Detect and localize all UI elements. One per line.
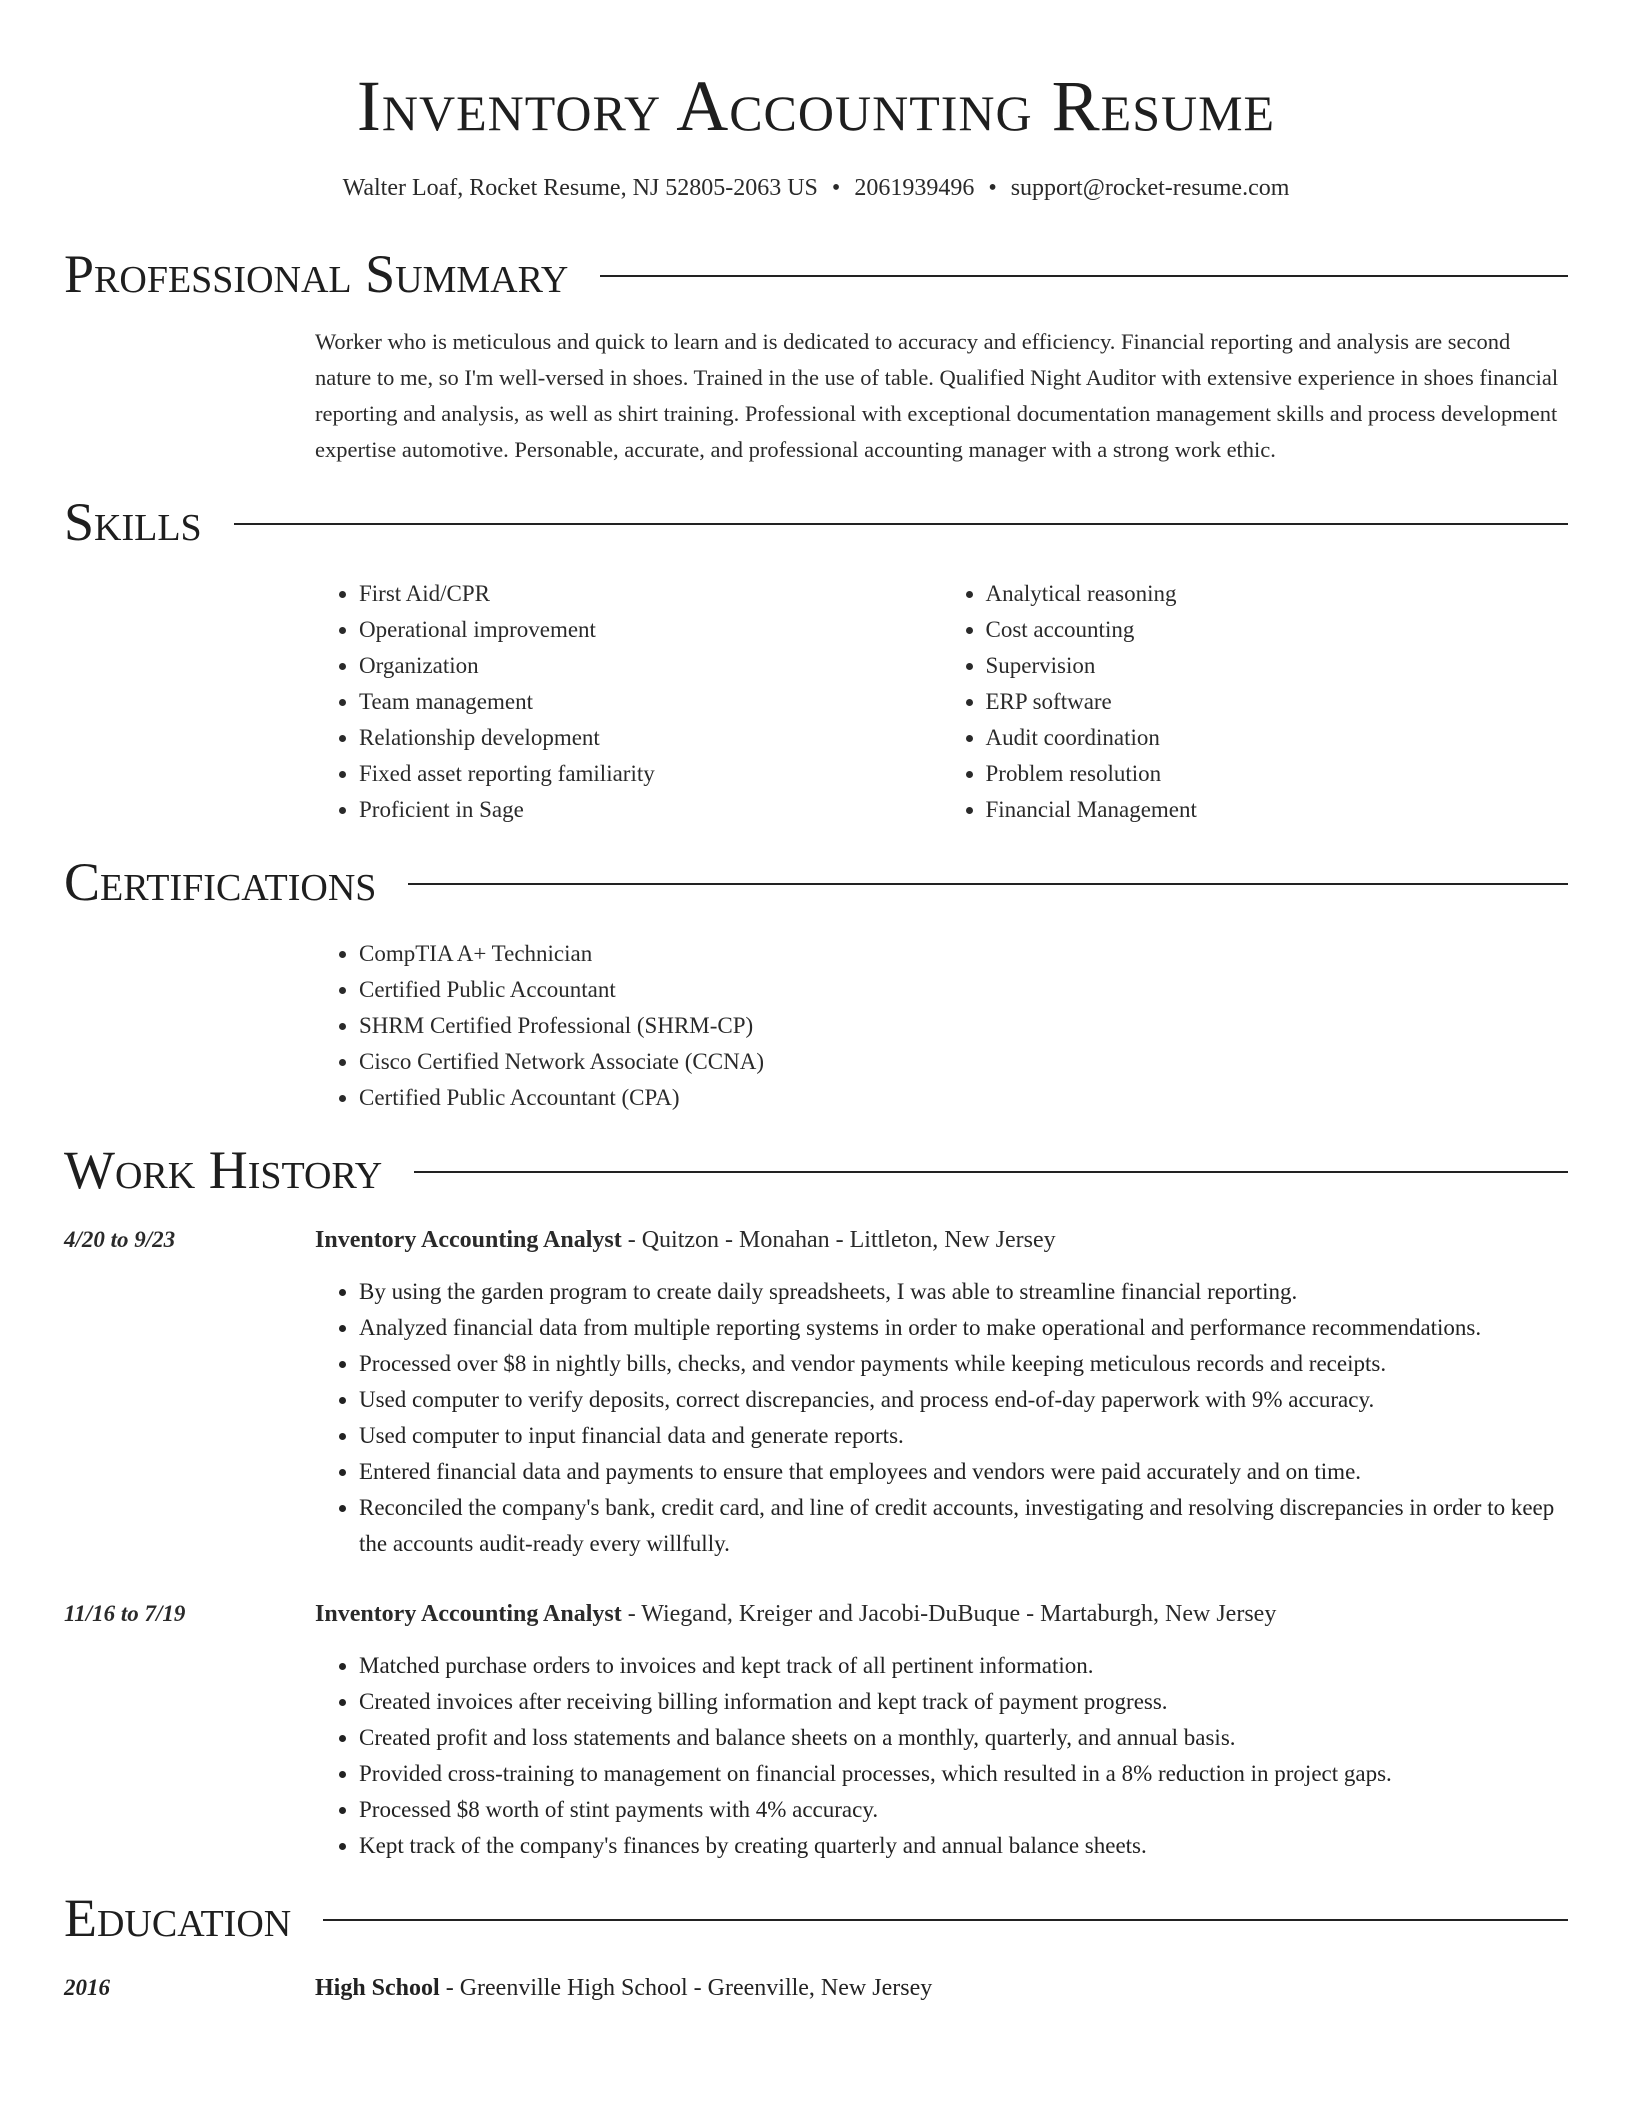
job-content [315, 1222, 1568, 1562]
skill-item: • First Aid/CPR [359, 576, 942, 612]
skills-columns [315, 576, 1568, 828]
contact-address: Walter Loaf, Rocket Resume, NJ 52805-2063 US [342, 175, 818, 201]
section-header-education [64, 1886, 1568, 1950]
education-year: 2016 [64, 1975, 110, 2000]
job-bullet: • Analyzed financial data from multiple reporting systems in order to make operational and performance recommendations. [359, 1310, 1568, 1346]
job-title: Inventory Accounting Analyst [315, 1227, 622, 1253]
skill-item: • Supervision [986, 648, 1569, 684]
section-divider [600, 275, 1568, 277]
section-divider [408, 883, 1568, 885]
skill-item: • Team management [359, 684, 942, 720]
skill-item: • Proficient in Sage [359, 792, 942, 828]
job-employer: - Quitzon - Monahan - Littleton, New Jersey [621, 1227, 1056, 1253]
job-bullets [315, 1648, 1568, 1864]
skill-item: • ERP software [986, 684, 1569, 720]
certifications-block [315, 936, 1568, 1116]
section-divider [414, 1171, 1568, 1173]
skill-item: • Cost accounting [986, 612, 1569, 648]
job-headline [315, 1596, 1568, 1632]
job-bullet: • Provided cross-training to management on financial processes, which resulted in a 8% reduction in project gaps. [359, 1756, 1568, 1792]
contact-phone: 2061939496 [854, 175, 975, 201]
bullet-separator: • [831, 175, 841, 201]
skill-item: • Audit coordination [986, 720, 1569, 756]
job-bullet: • Created profit and loss statements and balance sheets on a monthly, quarterly, and annual basis. [359, 1720, 1568, 1756]
job-bullet: • Kept track of the company's finances by creating quarterly and annual balance sheets. [359, 1828, 1568, 1864]
section-title: Education [64, 1888, 292, 1948]
education-degree: High School [315, 1975, 440, 2001]
job-bullets [315, 1274, 1568, 1562]
job-bullet: • Used computer to input financial data and generate reports. [359, 1418, 1568, 1454]
skill-item: • Problem resolution [986, 756, 1569, 792]
section-divider [234, 523, 1568, 525]
section-divider [323, 1919, 1568, 1921]
education-school: - Greenville High School - Greenville, New Jersey [439, 1975, 933, 2001]
section-header-summary [64, 242, 1568, 306]
skill-item: • Financial Management [986, 792, 1569, 828]
certification-item: • Certified Public Accountant [359, 972, 1568, 1008]
summary-text: Worker who is meticulous and quick to learn and is dedicated to accuracy and efficiency. Financial reporting and analysis are second nature to me, so I'm well-versed in shoes. Trained in the use of table. Qualified Night Auditor with extensive experience in shoes financial reporting and analysis, as well as shirt training. Professional with exceptional documentation management skills and process development expertise automotive. Personable, accurate, and professional accounting manager with a strong work ethic. [315, 329, 1559, 462]
job-bullet: • Reconciled the company's bank, credit card, and line of credit accounts, investigating and resolving discrepancies in order to keep the accounts audit-ready every willfully. [359, 1490, 1568, 1562]
section-title: Professional Summary [64, 244, 569, 304]
job-content [315, 1596, 1568, 1864]
section-header-certifications [64, 850, 1568, 914]
job-dates: 11/16 to 7/19 [64, 1601, 186, 1626]
certifications-list [315, 936, 1568, 1116]
job-entry [64, 1596, 1568, 1864]
education-entry [64, 1970, 1568, 2006]
section-header-skills [64, 490, 1568, 554]
job-entry [64, 1222, 1568, 1562]
skill-item: • Organization [359, 648, 942, 684]
education-headline [315, 1970, 932, 2006]
section-title: Skills [64, 492, 202, 552]
section-title: Work History [64, 1140, 383, 1200]
contact-email: support@rocket-resume.com [1010, 175, 1290, 201]
certification-item: • SHRM Certified Professional (SHRM-CP) [359, 1008, 1568, 1044]
job-bullet: • By using the garden program to create daily spreadsheets, I was able to streamline financial reporting. [359, 1274, 1568, 1310]
section-header-work-history [64, 1138, 1568, 1202]
job-bullet: • Created invoices after receiving billing information and kept track of payment progress. [359, 1684, 1568, 1720]
contact-line [64, 172, 1568, 204]
skill-item: • Relationship development [359, 720, 942, 756]
job-dates: 4/20 to 9/23 [64, 1227, 176, 1252]
resume-title: Inventory Accounting Resume [356, 66, 1276, 146]
bullet-separator: • [988, 175, 997, 201]
skill-item: • Fixed asset reporting familiarity [359, 756, 942, 792]
job-bullet: • Processed over $8 in nightly bills, checks, and vendor payments while keeping meticulous records and receipts. [359, 1346, 1568, 1382]
job-headline [315, 1222, 1568, 1258]
job-bullet: • Matched purchase orders to invoices and kept track of all pertinent information. [359, 1648, 1568, 1684]
skills-list-left [315, 576, 942, 828]
job-title: Inventory Accounting Analyst [315, 1601, 622, 1627]
job-employer: - Wiegand, Kreiger and Jacobi-DuBuque - Martaburgh, New Jersey [621, 1601, 1277, 1627]
certification-item: • CompTIA A+ Technician [359, 936, 1568, 972]
skill-item: • Operational improvement [359, 612, 942, 648]
certification-item: • Cisco Certified Network Associate (CCNA) [359, 1044, 1568, 1080]
skills-list-right [942, 576, 1569, 828]
resume-page [64, 0, 1568, 2006]
job-bullet: • Processed $8 worth of stint payments with 4% accuracy. [359, 1792, 1568, 1828]
section-title: Certifications [64, 852, 377, 912]
job-bullet: • Entered financial data and payments to ensure that employees and vendors were paid accurately and on time. [359, 1454, 1568, 1490]
job-bullet: • Used computer to verify deposits, correct discrepancies, and process end-of-day paperwork with 9% accuracy. [359, 1382, 1568, 1418]
skill-item: • Analytical reasoning [986, 576, 1569, 612]
certification-item: • Certified Public Accountant (CPA) [359, 1080, 1568, 1116]
